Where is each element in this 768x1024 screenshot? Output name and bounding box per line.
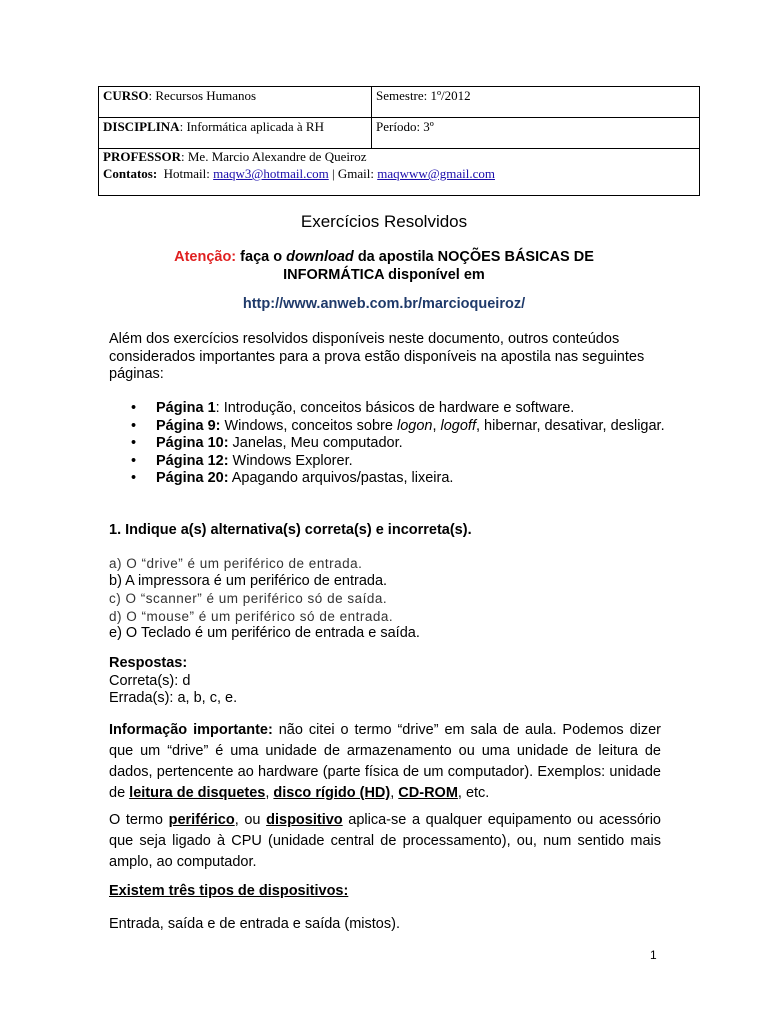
term-device: dispositivo <box>266 812 343 828</box>
list-item: • Página 20: Apagando arquivos/pastas, lixeira. <box>131 470 454 486</box>
bullet-text: Janelas, Meu computador. <box>228 435 403 451</box>
important-info-paragraph <box>109 720 661 804</box>
sep: , <box>390 785 399 801</box>
example-floppy: leitura de disquetes <box>129 785 266 801</box>
discipline-cell <box>99 118 372 149</box>
example-hd: disco rígido (HD) <box>273 785 391 801</box>
course-cell <box>99 87 372 118</box>
course-info-table <box>98 86 700 196</box>
option-e: e) O Teclado é um periférico de entrada e saída. <box>109 625 420 641</box>
term-paragraph <box>109 810 661 873</box>
answers-wrong: Errada(s): a, b, c, e. <box>109 690 238 706</box>
bullet-italic-logon: logon <box>396 417 433 434</box>
example-cdrom: CD-ROM <box>398 785 458 801</box>
bullet-text: , hibernar, desativar, desligar. <box>476 417 665 434</box>
notice-download-word: download <box>286 249 354 265</box>
discipline-label: DISCIPLINA <box>103 119 180 134</box>
page-title: Exercícios Resolvidos <box>300 212 468 231</box>
professor-value: : Me. Marcio Alexandre de Queiroz <box>181 149 367 164</box>
attention-label: Atenção: <box>174 249 237 265</box>
bullet-label: Página 10: <box>156 435 229 451</box>
period-cell: Período: 3º <box>372 118 700 149</box>
term-text: , ou <box>234 812 267 828</box>
contacts-label: Contatos: <box>103 166 158 181</box>
bullet-text: Windows, conceitos sobre <box>220 417 397 434</box>
term-text: O termo <box>109 812 169 828</box>
bullet-text: Windows Explorer. <box>228 452 353 469</box>
answers-correct: Correta(s): d <box>109 672 191 689</box>
gmail-label: | Gmail: <box>328 166 374 181</box>
list-item: • Página 9: Windows, conceitos sobre logon, logoff, hibernar, desativar, desligar. <box>131 417 665 434</box>
bullet-label: Página 9: <box>156 417 221 434</box>
option-c: c) O “scanner” é um periférico só de saída. <box>109 591 388 606</box>
download-notice <box>148 248 620 284</box>
bullet-text: Apagando arquivos/pastas, lixeira. <box>228 470 454 486</box>
list-item: • Página 10: Janelas, Meu computador. <box>131 435 403 451</box>
pages-list <box>109 400 669 488</box>
term-peripheral: periférico <box>168 812 235 828</box>
bullet-label: Página 20: <box>156 470 229 486</box>
list-item: • Página 1: Introdução, conceitos básicos de hardware e software. <box>131 400 575 416</box>
option-a: a) O “drive” é um periférico de entrada. <box>109 556 363 571</box>
answers-block <box>109 655 661 708</box>
option-b: b) A impressora é um periférico de entrada. <box>109 572 388 589</box>
list-item: • Página 12: Windows Explorer. <box>131 452 353 469</box>
hotmail-label: Hotmail: <box>163 166 210 181</box>
apostila-url[interactable]: http://www.anweb.com.br/marcioqueiroz/ <box>242 296 526 312</box>
device-types-text: Entrada, saída e de entrada e saída (mistos). <box>109 916 400 932</box>
important-info-text: não citei o termo “drive” em sala de aula. Podemos dizer que um “drive” é uma unidade de armazenamento ou uma unidade de leitura de dados, pertencente ao hardware (parte física de um computador). Exemplos: unidade de <box>109 722 662 801</box>
course-label: CURSO <box>103 88 149 103</box>
discipline-value: : Informática aplicada à RH <box>179 119 324 134</box>
bullet-text: : Introdução, conceitos básicos de hardware e software. <box>215 400 575 416</box>
bullet-sep: , <box>432 417 441 434</box>
bullet-label: Página 12: <box>156 452 229 469</box>
device-types-heading: Existem três tipos de dispositivos: <box>109 883 349 899</box>
professor-cell <box>99 149 700 196</box>
options-list <box>109 555 661 643</box>
course-value: : Recursos Humanos <box>148 88 257 103</box>
intro-paragraph: Além dos exercícios resolvidos disponíveis neste documento, outros conteúdos considerados importantes para a prova estão disponíveis na apostila nas seguintes páginas: <box>109 331 645 382</box>
gmail-link[interactable]: maqwww@gmail.com <box>377 166 495 181</box>
term-text: aplica-se a qualquer equipamento ou acessório que seja ligado à CPU (unidade central de processamento), ou, num sentido mais amplo, ao computador. <box>109 812 661 870</box>
page-number: 1 <box>650 948 657 962</box>
option-d: d) O “mouse” é um periférico só de entrada. <box>109 608 394 624</box>
bullet-label: Página 1 <box>156 400 216 416</box>
question-1: 1. Indique a(s) alternativa(s) correta(s) e incorreta(s). <box>109 522 472 538</box>
answers-heading: Respostas: <box>109 655 188 671</box>
sep: , <box>265 785 274 801</box>
professor-label: PROFESSOR <box>103 149 182 164</box>
hotmail-link[interactable]: maqw3@hotmail.com <box>213 166 329 181</box>
bullet-italic-logoff: logoff <box>440 417 476 434</box>
notice-text-1: faça o <box>240 249 283 265</box>
example-end: , etc. <box>457 785 490 801</box>
semester-cell: Semestre: 1º/2012 <box>372 87 700 118</box>
important-info-label: Informação importante: <box>109 722 273 738</box>
notice-text-2: da apostila NOÇÕES BÁSICAS DE INFORMÁTICA disponível em <box>283 249 594 283</box>
